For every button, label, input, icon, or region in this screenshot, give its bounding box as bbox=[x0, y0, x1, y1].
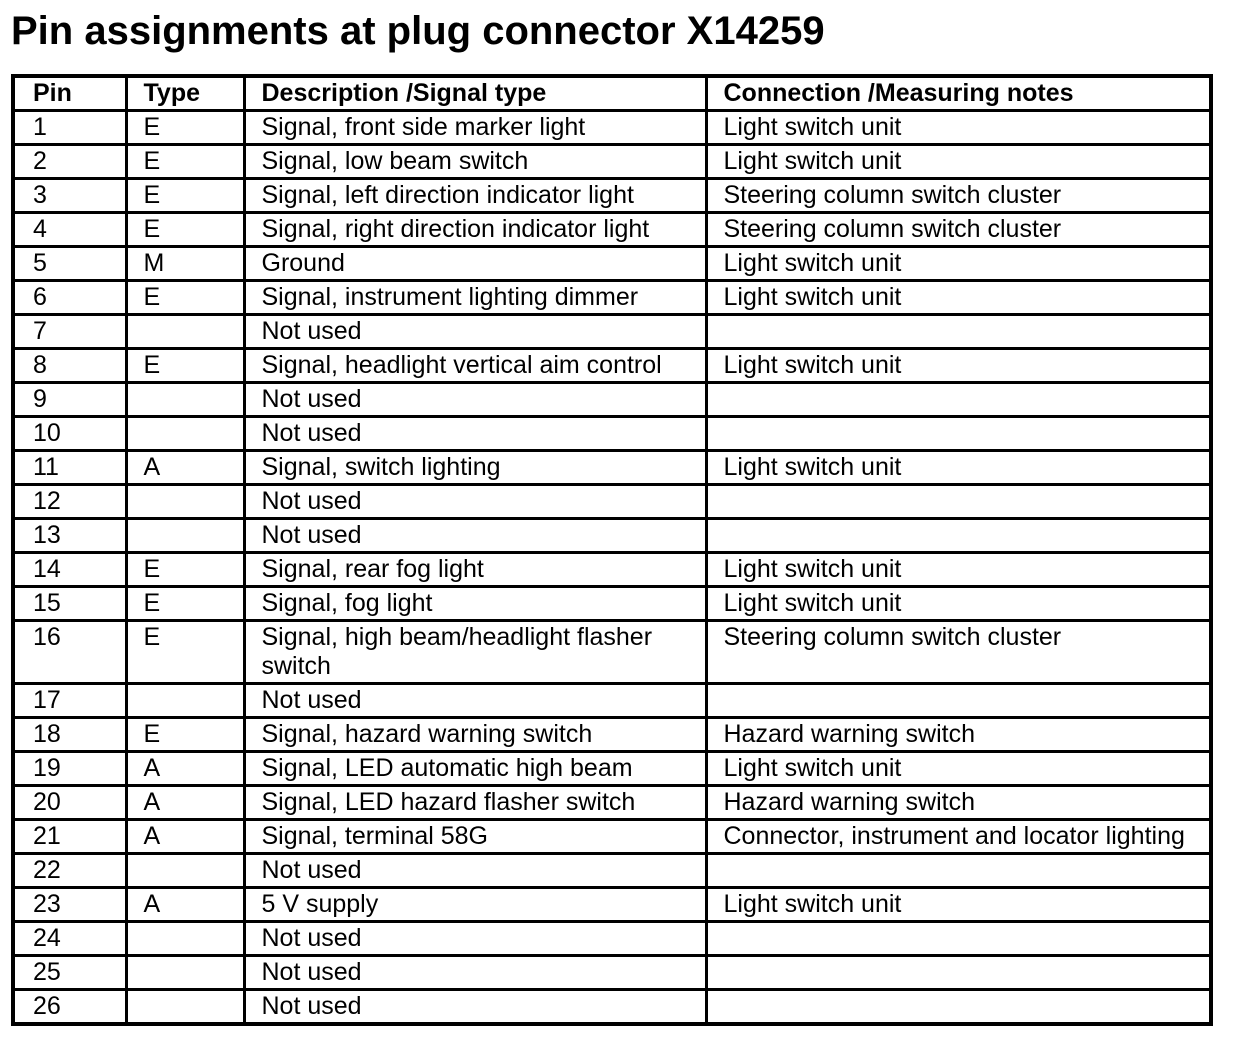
table-row bbox=[13, 145, 1211, 179]
cell-type: E bbox=[126, 587, 244, 621]
cell-pin: 13 bbox=[13, 519, 126, 553]
table-row bbox=[13, 281, 1211, 315]
table-row bbox=[13, 990, 1211, 1025]
cell-connection bbox=[706, 519, 1211, 553]
cell-pin: 21 bbox=[13, 820, 126, 854]
table-row bbox=[13, 684, 1211, 718]
cell-description: Signal, terminal 58G bbox=[244, 820, 706, 854]
cell-description: Not used bbox=[244, 684, 706, 718]
table-row bbox=[13, 587, 1211, 621]
cell-type bbox=[126, 315, 244, 349]
cell-type bbox=[126, 922, 244, 956]
cell-type bbox=[126, 417, 244, 451]
cell-pin: 16 bbox=[13, 621, 126, 684]
table-row bbox=[13, 888, 1211, 922]
cell-pin: 26 bbox=[13, 990, 126, 1025]
cell-connection bbox=[706, 922, 1211, 956]
cell-type bbox=[126, 956, 244, 990]
cell-connection: Hazard warning switch bbox=[706, 718, 1211, 752]
cell-type: E bbox=[126, 145, 244, 179]
cell-description: Not used bbox=[244, 417, 706, 451]
cell-type bbox=[126, 383, 244, 417]
cell-type bbox=[126, 854, 244, 888]
table-row bbox=[13, 247, 1211, 281]
cell-pin: 25 bbox=[13, 956, 126, 990]
cell-connection bbox=[706, 990, 1211, 1025]
cell-description: Not used bbox=[244, 956, 706, 990]
table-body bbox=[13, 111, 1211, 1025]
table-row bbox=[13, 820, 1211, 854]
cell-type: E bbox=[126, 213, 244, 247]
cell-connection: Light switch unit bbox=[706, 451, 1211, 485]
cell-connection bbox=[706, 383, 1211, 417]
cell-type: A bbox=[126, 820, 244, 854]
cell-pin: 23 bbox=[13, 888, 126, 922]
cell-pin: 12 bbox=[13, 485, 126, 519]
cell-connection bbox=[706, 854, 1211, 888]
cell-pin: 20 bbox=[13, 786, 126, 820]
cell-pin: 9 bbox=[13, 383, 126, 417]
cell-connection: Connector, instrument and locator lighting bbox=[706, 820, 1211, 854]
cell-pin: 19 bbox=[13, 752, 126, 786]
cell-connection: Light switch unit bbox=[706, 145, 1211, 179]
pin-assignment-table bbox=[11, 74, 1213, 1026]
table-row bbox=[13, 553, 1211, 587]
table-row bbox=[13, 519, 1211, 553]
cell-description: Signal, instrument lighting dimmer bbox=[244, 281, 706, 315]
cell-type: A bbox=[126, 752, 244, 786]
cell-type: E bbox=[126, 349, 244, 383]
cell-connection: Light switch unit bbox=[706, 281, 1211, 315]
cell-pin: 3 bbox=[13, 179, 126, 213]
cell-connection: Steering column switch cluster bbox=[706, 179, 1211, 213]
cell-type: A bbox=[126, 451, 244, 485]
cell-connection: Light switch unit bbox=[706, 888, 1211, 922]
cell-type bbox=[126, 485, 244, 519]
cell-description: Signal, high beam/headlight flasher switch bbox=[244, 621, 706, 684]
cell-pin: 7 bbox=[13, 315, 126, 349]
table-row bbox=[13, 956, 1211, 990]
cell-connection bbox=[706, 684, 1211, 718]
cell-connection: Light switch unit bbox=[706, 587, 1211, 621]
cell-pin: 24 bbox=[13, 922, 126, 956]
cell-description: Not used bbox=[244, 922, 706, 956]
cell-pin: 22 bbox=[13, 854, 126, 888]
cell-description: Signal, low beam switch bbox=[244, 145, 706, 179]
cell-connection: Light switch unit bbox=[706, 349, 1211, 383]
table-row bbox=[13, 485, 1211, 519]
header-connection: Connection /Measuring notes bbox=[706, 76, 1211, 111]
cell-pin: 14 bbox=[13, 553, 126, 587]
cell-type: E bbox=[126, 621, 244, 684]
header-description: Description /Signal type bbox=[244, 76, 706, 111]
cell-connection: Hazard warning switch bbox=[706, 786, 1211, 820]
table-row bbox=[13, 315, 1211, 349]
cell-description: Signal, LED hazard flasher switch bbox=[244, 786, 706, 820]
table-row bbox=[13, 349, 1211, 383]
cell-type: A bbox=[126, 888, 244, 922]
cell-description: Ground bbox=[244, 247, 706, 281]
cell-pin: 18 bbox=[13, 718, 126, 752]
table-row bbox=[13, 621, 1211, 684]
cell-description: Signal, front side marker light bbox=[244, 111, 706, 145]
cell-type: E bbox=[126, 718, 244, 752]
cell-connection bbox=[706, 485, 1211, 519]
cell-connection bbox=[706, 417, 1211, 451]
cell-description: Not used bbox=[244, 383, 706, 417]
cell-connection: Light switch unit bbox=[706, 553, 1211, 587]
cell-type: E bbox=[126, 111, 244, 145]
table-header-row bbox=[13, 76, 1211, 111]
cell-description: Signal, rear fog light bbox=[244, 553, 706, 587]
cell-pin: 1 bbox=[13, 111, 126, 145]
table-row bbox=[13, 854, 1211, 888]
cell-description: Signal, hazard warning switch bbox=[244, 718, 706, 752]
cell-pin: 2 bbox=[13, 145, 126, 179]
table-row bbox=[13, 111, 1211, 145]
page-title: Pin assignments at plug connector X14259 bbox=[11, 9, 825, 53]
cell-description: Signal, right direction indicator light bbox=[244, 213, 706, 247]
cell-connection: Steering column switch cluster bbox=[706, 621, 1211, 684]
cell-description: Not used bbox=[244, 485, 706, 519]
cell-pin: 17 bbox=[13, 684, 126, 718]
cell-description: Signal, LED automatic high beam bbox=[244, 752, 706, 786]
cell-type: E bbox=[126, 179, 244, 213]
cell-type bbox=[126, 990, 244, 1025]
cell-type bbox=[126, 684, 244, 718]
table-row bbox=[13, 922, 1211, 956]
header-pin: Pin bbox=[13, 76, 126, 111]
table-row bbox=[13, 786, 1211, 820]
cell-description: Signal, switch lighting bbox=[244, 451, 706, 485]
cell-connection bbox=[706, 315, 1211, 349]
table-row bbox=[13, 718, 1211, 752]
cell-pin: 5 bbox=[13, 247, 126, 281]
cell-description: 5 V supply bbox=[244, 888, 706, 922]
cell-connection bbox=[706, 956, 1211, 990]
table-row bbox=[13, 383, 1211, 417]
cell-pin: 8 bbox=[13, 349, 126, 383]
table-row bbox=[13, 417, 1211, 451]
cell-description: Signal, left direction indicator light bbox=[244, 179, 706, 213]
cell-pin: 4 bbox=[13, 213, 126, 247]
cell-connection: Light switch unit bbox=[706, 247, 1211, 281]
table-row bbox=[13, 752, 1211, 786]
cell-description: Not used bbox=[244, 315, 706, 349]
cell-description: Not used bbox=[244, 519, 706, 553]
cell-type: M bbox=[126, 247, 244, 281]
table-row bbox=[13, 213, 1211, 247]
cell-pin: 15 bbox=[13, 587, 126, 621]
cell-connection: Steering column switch cluster bbox=[706, 213, 1211, 247]
cell-description: Not used bbox=[244, 990, 706, 1025]
cell-pin: 11 bbox=[13, 451, 126, 485]
cell-type bbox=[126, 519, 244, 553]
cell-type: A bbox=[126, 786, 244, 820]
cell-description: Signal, fog light bbox=[244, 587, 706, 621]
cell-type: E bbox=[126, 281, 244, 315]
cell-pin: 6 bbox=[13, 281, 126, 315]
cell-description: Signal, headlight vertical aim control bbox=[244, 349, 706, 383]
cell-connection: Light switch unit bbox=[706, 752, 1211, 786]
cell-pin: 10 bbox=[13, 417, 126, 451]
cell-connection: Light switch unit bbox=[706, 111, 1211, 145]
header-type: Type bbox=[126, 76, 244, 111]
table-row bbox=[13, 451, 1211, 485]
cell-type: E bbox=[126, 553, 244, 587]
table-row bbox=[13, 179, 1211, 213]
cell-description: Not used bbox=[244, 854, 706, 888]
